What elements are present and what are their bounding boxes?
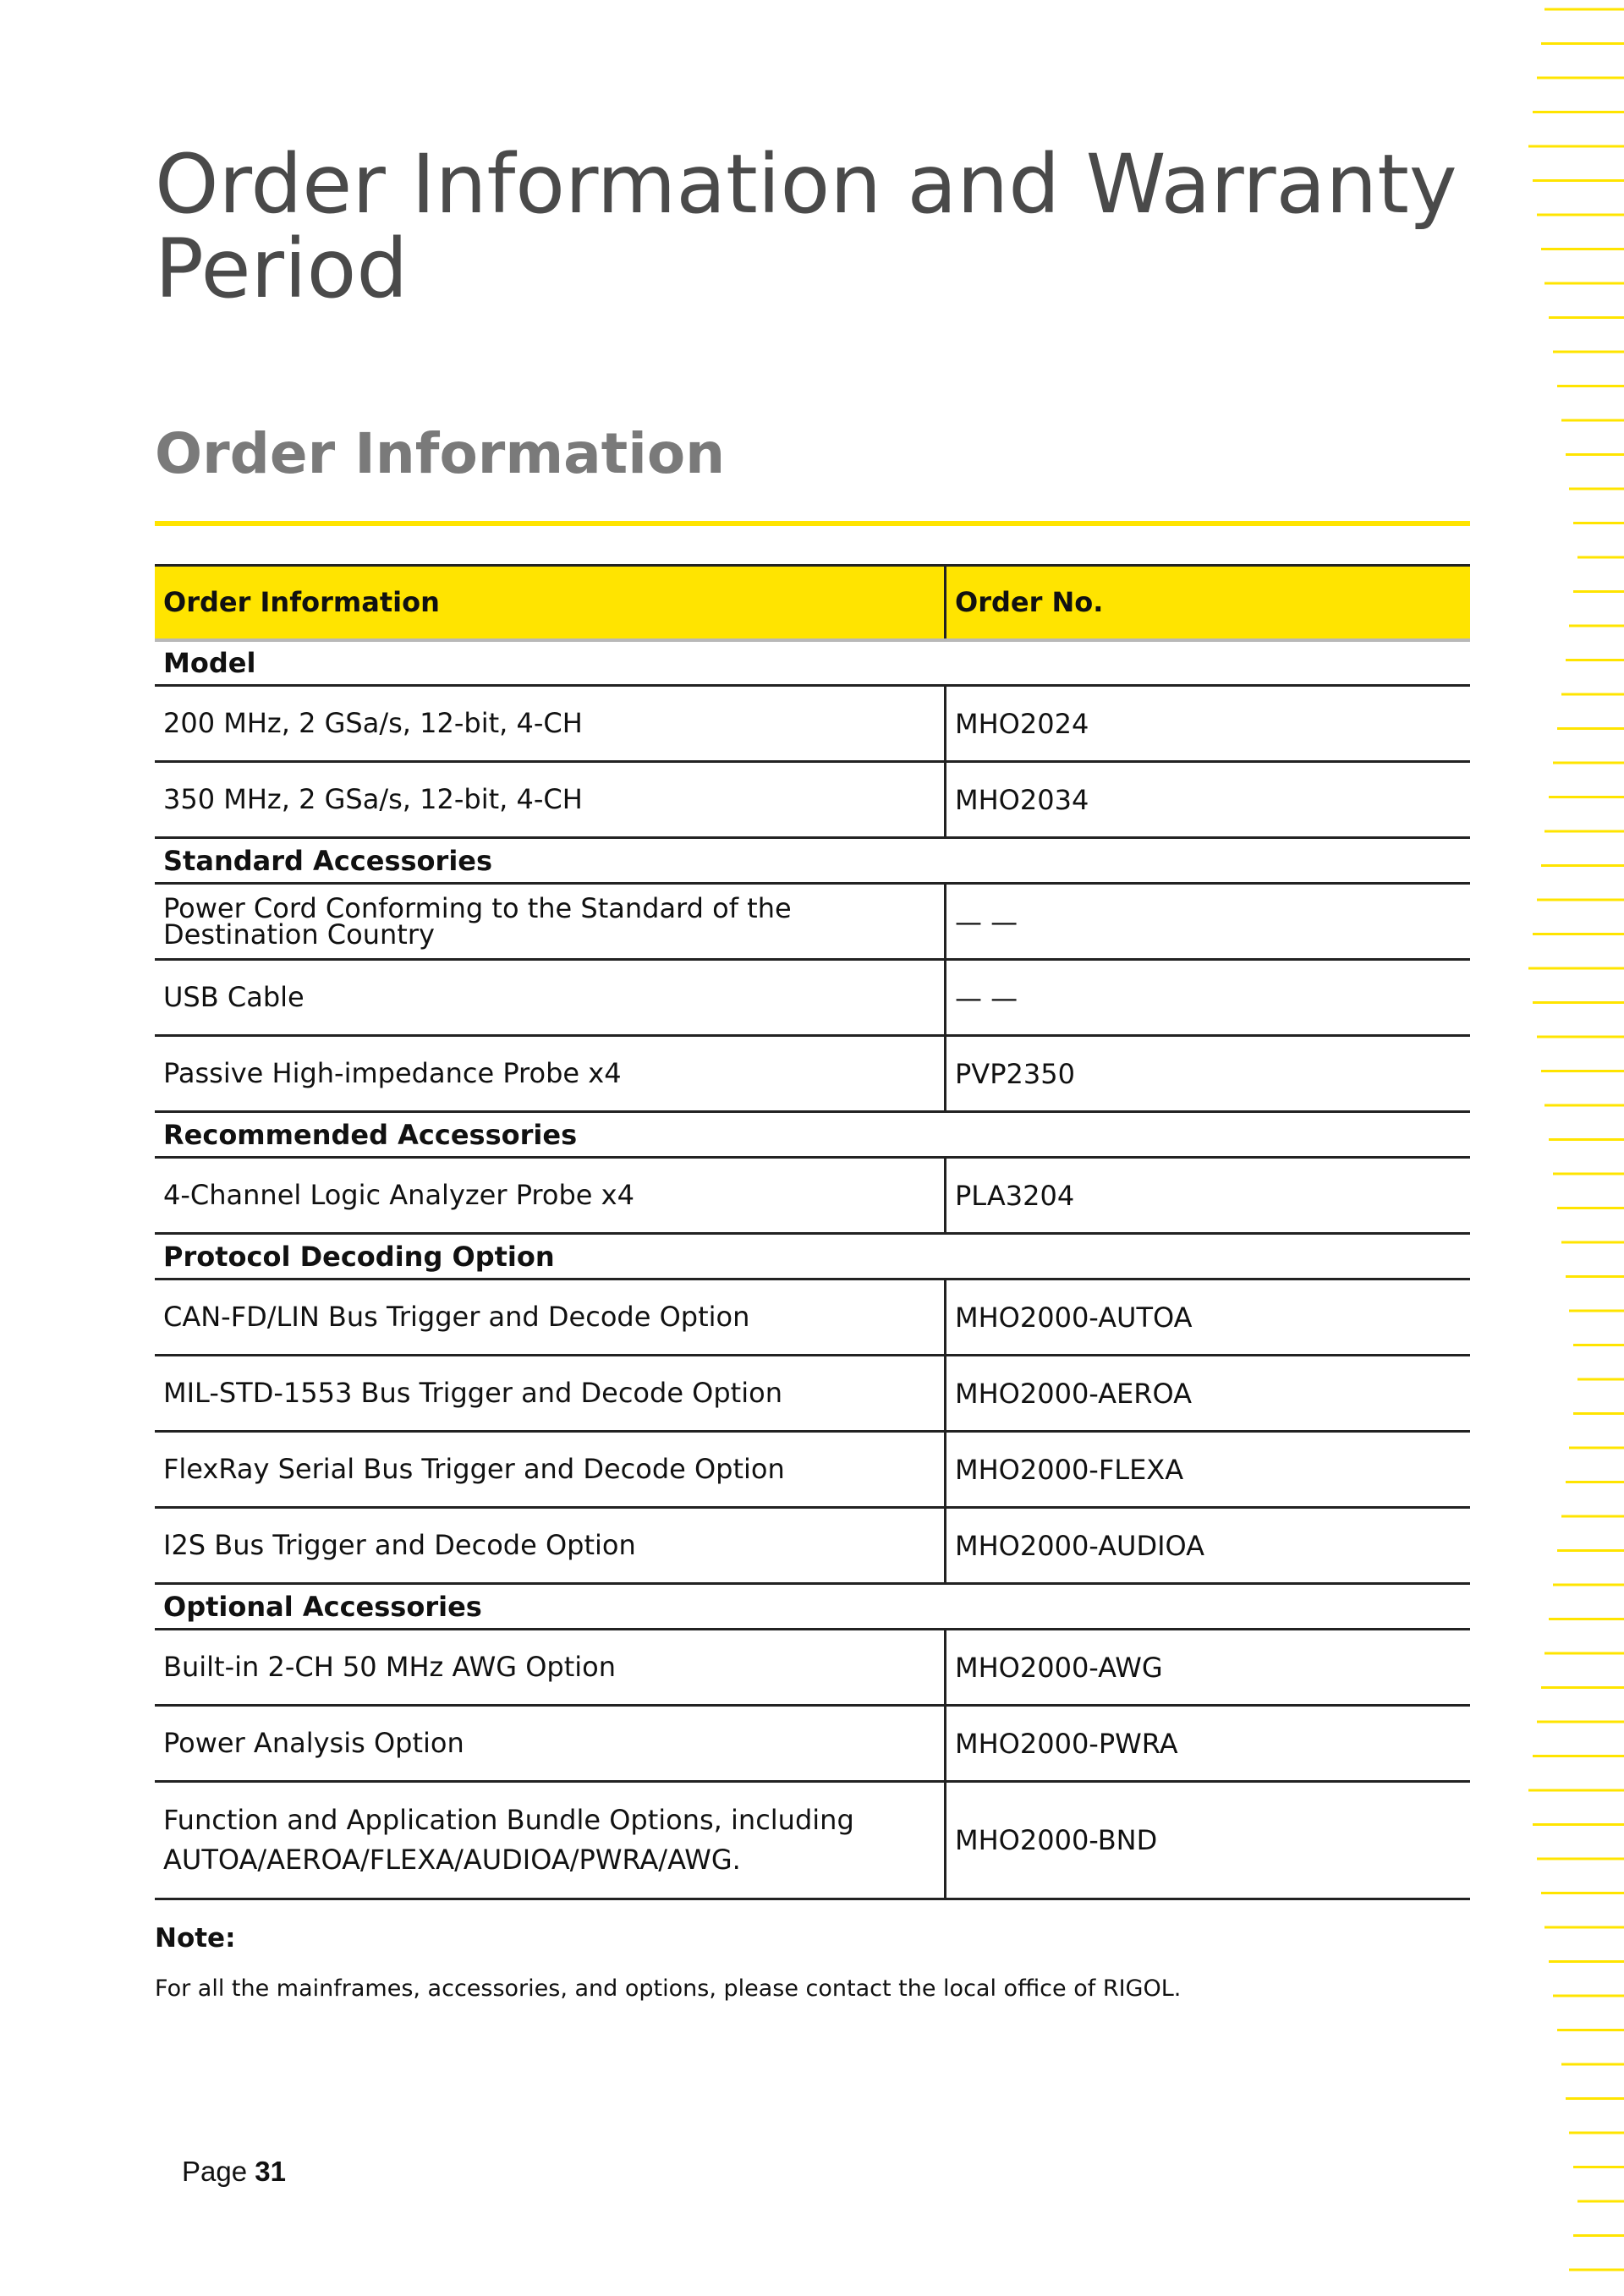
order-table bbox=[155, 564, 1470, 1900]
item-order-no: MHO2000-AEROA bbox=[946, 1356, 1471, 1432]
section-label: Protocol Decoding Option bbox=[155, 1234, 1470, 1280]
table-row bbox=[155, 1706, 1470, 1782]
item-order-no: MHO2000-FLEXA bbox=[946, 1432, 1471, 1508]
table-row bbox=[155, 1782, 1470, 1899]
item-description: 4-Channel Logic Analyzer Probe x4 bbox=[155, 1158, 946, 1234]
section-title: Order Information bbox=[155, 421, 726, 486]
header-order-no: Order No. bbox=[946, 566, 1471, 640]
item-description: MIL-STD-1553 Bus Trigger and Decode Option bbox=[155, 1356, 946, 1432]
item-description: Passive High-impedance Probe x4 bbox=[155, 1036, 946, 1112]
table-row bbox=[155, 686, 1470, 762]
margin-lines-graphic bbox=[1522, 0, 1624, 2296]
section-row-standard-accessories bbox=[155, 838, 1470, 884]
table-row bbox=[155, 1036, 1470, 1112]
header-row bbox=[155, 566, 1470, 640]
item-description: USB Cable bbox=[155, 960, 946, 1036]
item-order-no: — — bbox=[946, 884, 1471, 960]
item-order-no: — — bbox=[946, 960, 1471, 1036]
section-label: Standard Accessories bbox=[155, 838, 1470, 884]
section-label: Recommended Accessories bbox=[155, 1112, 1470, 1158]
item-description: 200 MHz, 2 GSa/s, 12-bit, 4-CH bbox=[155, 686, 946, 762]
page-number bbox=[182, 2156, 286, 2188]
section-divider bbox=[155, 521, 1470, 526]
item-order-no: MHO2000-AUDIOA bbox=[946, 1508, 1471, 1584]
item-description: Power Cord Conforming to the Standard of the Destination Country bbox=[155, 884, 946, 960]
section-row-model bbox=[155, 640, 1470, 686]
section-row-protocol-decoding-option bbox=[155, 1234, 1470, 1280]
note-label: Note: bbox=[155, 1923, 236, 1954]
order-table-body bbox=[155, 640, 1470, 1899]
section-label: Model bbox=[155, 640, 1470, 686]
item-order-no: MHO2000-AUTOA bbox=[946, 1280, 1471, 1356]
item-order-no: MHO2000-PWRA bbox=[946, 1706, 1471, 1782]
table-row bbox=[155, 960, 1470, 1036]
table-row bbox=[155, 762, 1470, 838]
table-row bbox=[155, 1508, 1470, 1584]
table-row bbox=[155, 1630, 1470, 1706]
item-description: CAN-FD/LIN Bus Trigger and Decode Option bbox=[155, 1280, 946, 1356]
item-order-no: PVP2350 bbox=[946, 1036, 1471, 1112]
item-description: Built-in 2-CH 50 MHz AWG Option bbox=[155, 1630, 946, 1706]
decorative-margin-lines bbox=[1522, 0, 1624, 2296]
page-label: Page bbox=[182, 2156, 248, 2187]
section-row-recommended-accessories bbox=[155, 1112, 1470, 1158]
order-table-header bbox=[155, 566, 1470, 640]
page-number-value: 31 bbox=[255, 2156, 286, 2187]
table-row bbox=[155, 1158, 1470, 1234]
section-label: Optional Accessories bbox=[155, 1584, 1470, 1630]
header-order-information: Order Information bbox=[155, 566, 946, 640]
item-order-no: PLA3204 bbox=[946, 1158, 1471, 1234]
section-row-optional-accessories bbox=[155, 1584, 1470, 1630]
item-order-no: MHO2024 bbox=[946, 686, 1471, 762]
table-row bbox=[155, 1356, 1470, 1432]
item-order-no: MHO2034 bbox=[946, 762, 1471, 838]
table-row bbox=[155, 884, 1470, 960]
item-order-no: MHO2000-AWG bbox=[946, 1630, 1471, 1706]
item-description: Function and Application Bundle Options, including AUTOA/AEROA/FLEXA/AUDIOA/PWRA/AWG. bbox=[155, 1782, 946, 1899]
item-order-no: MHO2000-BND bbox=[946, 1782, 1471, 1899]
item-description: I2S Bus Trigger and Decode Option bbox=[155, 1508, 946, 1584]
page-title: Order Information and Warranty Period bbox=[155, 137, 1457, 316]
table-row bbox=[155, 1432, 1470, 1508]
item-description: FlexRay Serial Bus Trigger and Decode Option bbox=[155, 1432, 946, 1508]
item-description: Power Analysis Option bbox=[155, 1706, 946, 1782]
table-row bbox=[155, 1280, 1470, 1356]
item-description: 350 MHz, 2 GSa/s, 12-bit, 4-CH bbox=[155, 762, 946, 838]
note-text: For all the mainframes, accessories, and options, please contact the local office of RIGOL. bbox=[155, 1975, 1182, 2002]
